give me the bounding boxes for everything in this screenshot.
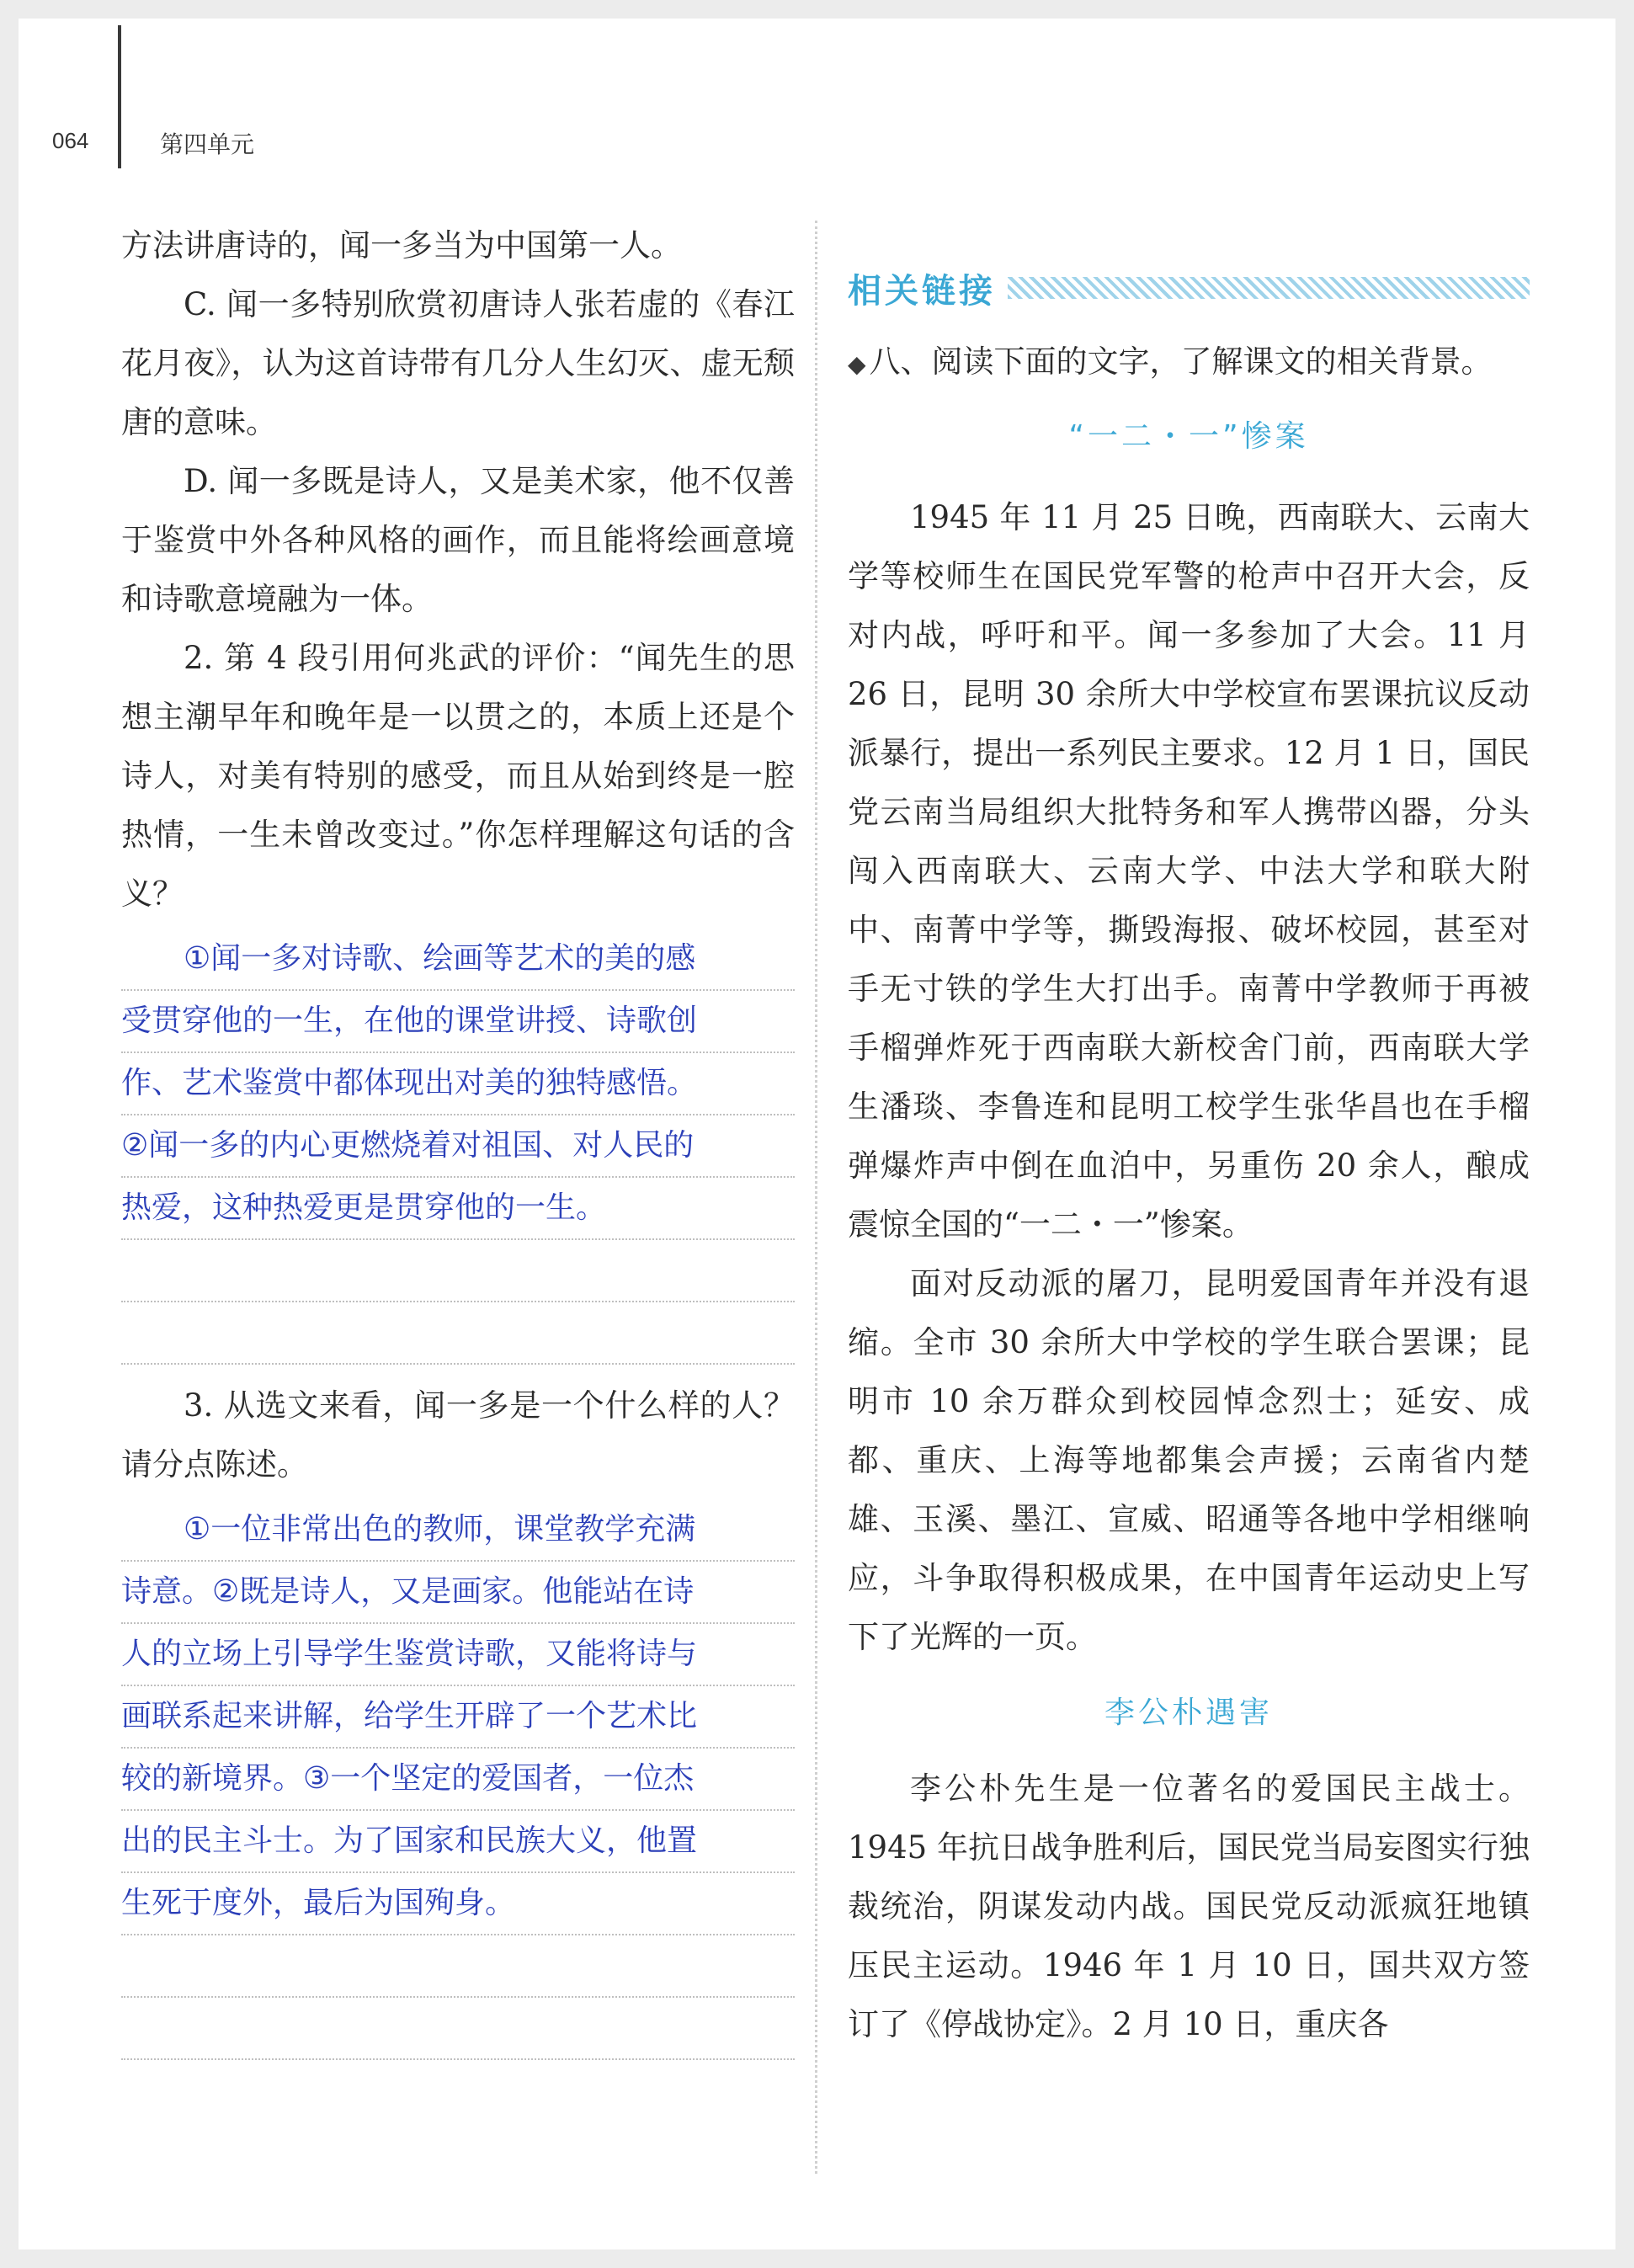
instruction-text: 八、阅读下面的文字，了解课文的相关背景。 <box>869 343 1493 380</box>
section-paragraph: 面对反动派的屠刀，昆明爱国青年并没有退缩。全市 30 余所大中学校的学生联合罢课；昆明市 10 余万群众到校园悼念烈士；延安、成都、重庆、上海等地都集会声援；云南省内楚雄、玉溪、墨江、宣威、昭通等各地中学相继响应，斗争取得积极成果，在中国青年运动史上写下了光辉的一页。 <box>848 1265 1530 1655</box>
answer-line <box>121 1935 795 1998</box>
answer-line: ②闻一多的内心更燃烧着对祖国、对人民的 <box>121 1115 795 1178</box>
instruction <box>848 333 1530 394</box>
answer-line <box>121 1998 795 2060</box>
option-c: C. 闻一多特别欣赏初唐诗人张若虚的《春江花月夜》，认为这首诗带有几分人生幻灭、虚无颓唐的意味。 <box>121 286 795 440</box>
related-links-title: 相关链接 <box>848 271 996 311</box>
section-title: 李公朴遇害 <box>1104 1696 1273 1730</box>
answer-line: 热爱，这种热爱更是贯穿他的一生。 <box>121 1178 795 1240</box>
answer-line: ①闻一多对诗歌、绘画等艺术的美的感 <box>121 929 795 991</box>
answer-line: 作、艺术鉴赏中都体现出对美的独特感悟。 <box>121 1053 795 1115</box>
answer-line: 较的新境界。③一个坚定的爱国者，一位杰 <box>121 1749 795 1811</box>
section-paragraph: 李公朴先生是一位著名的爱国民主战士。1945 年抗日战争胜利后，国民党当局妄图实行独裁统治，阴谋发动内战。国民党反动派疯狂地镇压民主运动。1946 年 1 月 10 日，国共双方签订了《停战协定》。2 月 10 日，重庆各 <box>848 1770 1530 2042</box>
answer-line: ①一位非常出色的教师，课堂教学充满 <box>121 1499 795 1562</box>
question-2: 2. 第 4 段引用何兆武的评价：“闻先生的思想主潮早年和晚年是一以贯之的，本质上还是个诗人，对美有特别的感受，而且从始到终是一腔热情，一生未曾改变过。”你怎样理解这句话的含义？ <box>121 640 795 912</box>
q2-answer-area <box>121 929 795 1365</box>
header-rule <box>118 25 121 168</box>
question-3: 3. 从选文来看，闻一多是一个什么样的人？请分点陈述。 <box>121 1387 795 1483</box>
textbook-page <box>19 19 1615 2249</box>
right-column <box>848 258 1530 2054</box>
decorative-stripe <box>1008 277 1530 299</box>
left-column <box>121 216 795 2060</box>
answer-line: 人的立场上引导学生鉴赏诗歌，又能将诗与 <box>121 1624 795 1686</box>
continuation-text: 方法讲唐诗的，闻一多当为中国第一人。 <box>121 227 682 264</box>
page-number: 064 <box>52 128 89 153</box>
answer-line: 生死于度外，最后为国殉身。 <box>121 1873 795 1935</box>
related-links-header <box>848 258 1530 317</box>
column-divider <box>815 221 817 2174</box>
answer-line <box>121 1240 795 1302</box>
q3-answer-area <box>121 1499 795 2060</box>
section-title: “一二・一”惨案 <box>1068 419 1309 454</box>
option-d: D. 闻一多既是诗人，又是美术家，他不仅善于鉴赏中外各种风格的画作，而且能将绘画意境和诗歌意境融为一体。 <box>121 463 795 617</box>
answer-line <box>121 1302 795 1365</box>
answer-line: 出的民主斗士。为了国家和民族大义，他置 <box>121 1811 795 1873</box>
answer-line: 诗意。②既是诗人，又是画家。他能站在诗 <box>121 1562 795 1624</box>
unit-title: 第四单元 <box>160 130 255 158</box>
section-paragraph: 1945 年 11 月 25 日晚，西南联大、云南大学等校师生在国民党军警的枪声中召开大会，反对内战，呼吁和平。闻一多参加了大会。11 月 26 日，昆明 30 余所大中学校宣布罢课抗议反动派暴行，提出一系列民主要求。12 月 1 日，国民党云南当局组织大批特务和军人携带凶器，分头闯入西南联大、云南大学、中法大学和联大附中、南菁中学等，撕毁海报、破坏校园，甚至对手无寸铁的学生大打出手。南菁中学教师于再被手榴弹炸死于西南联大新校舍门前，西南联大学生潘琰、李鲁连和昆明工校学生张华昌也在手榴弹爆炸声中倒在血泊中，另重伤 20 余人，酿成震惊全国的“一二・一”惨案。 <box>848 499 1530 1243</box>
answer-line: 受贯穿他的一生，在他的课堂讲授、诗歌创 <box>121 991 795 1053</box>
answer-line: 画联系起来讲解，给学生开辟了一个艺术比 <box>121 1686 795 1749</box>
diamond-icon: ◆ <box>848 350 866 378</box>
